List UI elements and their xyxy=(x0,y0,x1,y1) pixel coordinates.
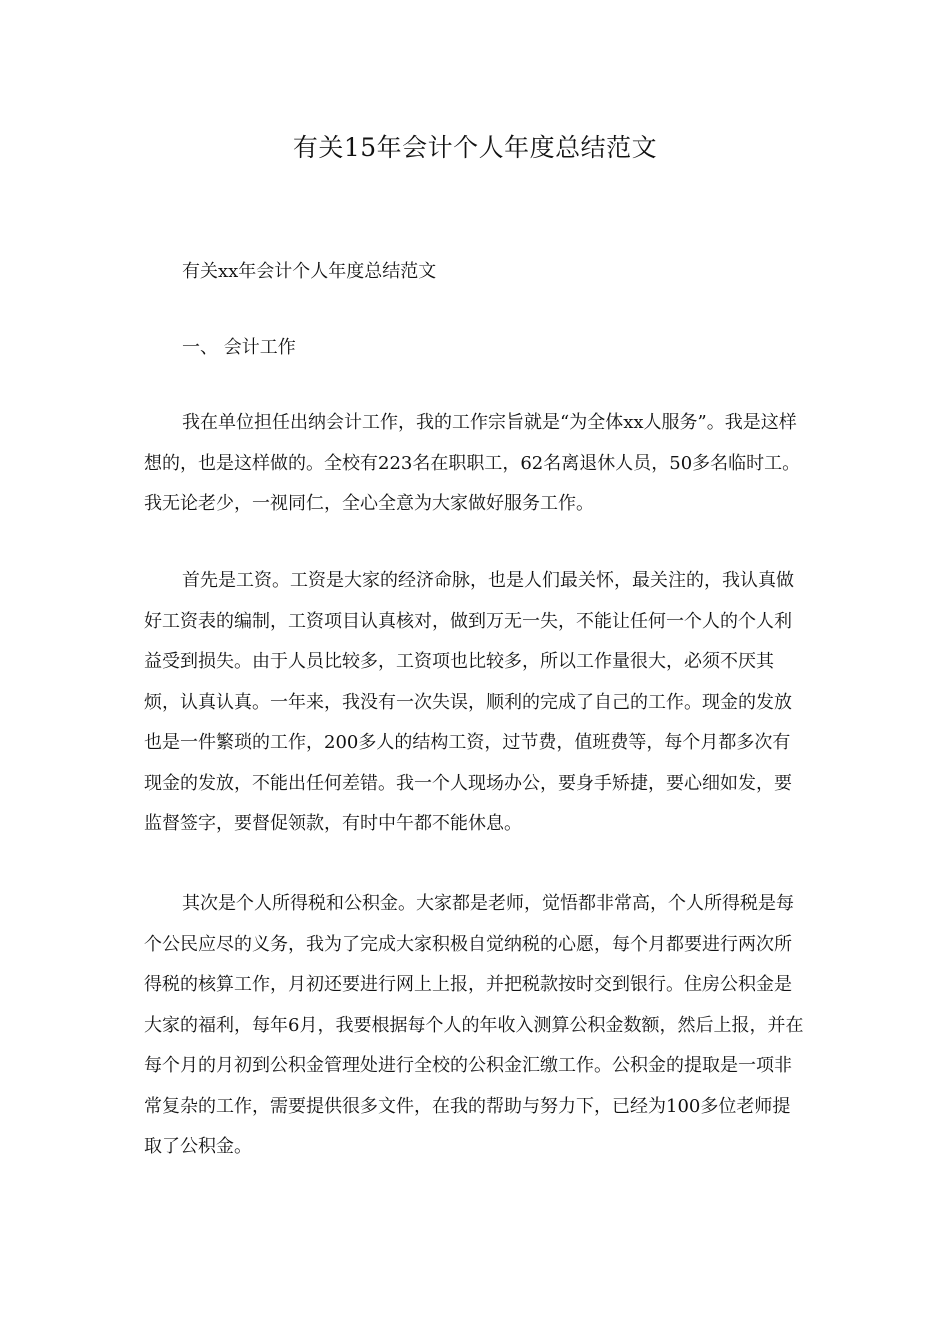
paragraph-tax-and-fund: 其次是个人所得税和公积金。大家都是老师，觉悟都非常高，个人所得税是每个公民应尽的义务，我为了完成大家积极自觉纳税的心愿，每个月都要进行两次所得税的核算工作，月初还要进行网上上报，并把税款按时交到银行。住房公积金是大家的福利，每年6月，我要根据每个人的年收入测算公积金数额，然后上报，并在每个月的月初到公积金管理处进行全校的公积金汇缴工作。公积金的提取是一项非常复杂的工作，需要提供很多文件，在我的帮助与努力下，已经为100多位老师提取了公积金。 xyxy=(144,893,804,1157)
paragraph-salary: 首先是工资。工资是大家的经济命脉，也是人们最关怀，最关注的，我认真做好工资表的编制，工资项目认真核对，做到万无一失，不能让任何一个人的个人利益受到损失。由于人员比较多，工资项也比较多，所以工作量很大，必须不厌其烦，认真认真。一年来，我没有一次失误，顺利的完成了自己的工作。现金的发放也是一件繁琐的工作，200多人的结构工资，过节费，值班费等，每个月都多次有现金的发放，不能出任何差错。我一个人现场办公，要身手矫捷，要心细如发，要监督签字，要督促领款，有时中午都不能休息。 xyxy=(144,570,794,834)
document-subtitle: 有关xx年会计个人年度总结范文 xyxy=(182,261,437,282)
section-heading-accounting-work: 一、 会计工作 xyxy=(182,337,296,358)
paragraph-cashier-role: 我在单位担任出纳会计工作，我的工作宗旨就是“为全体xx人服务”。我是这样想的，也是这样做的。全校有223名在职职工，62名离退休人员，50多名临时工。我无论老少，一视同仁，全心全意为大家做好服务工作。 xyxy=(144,412,801,514)
document-title: 有关15年会计个人年度总结范文 xyxy=(292,133,658,162)
